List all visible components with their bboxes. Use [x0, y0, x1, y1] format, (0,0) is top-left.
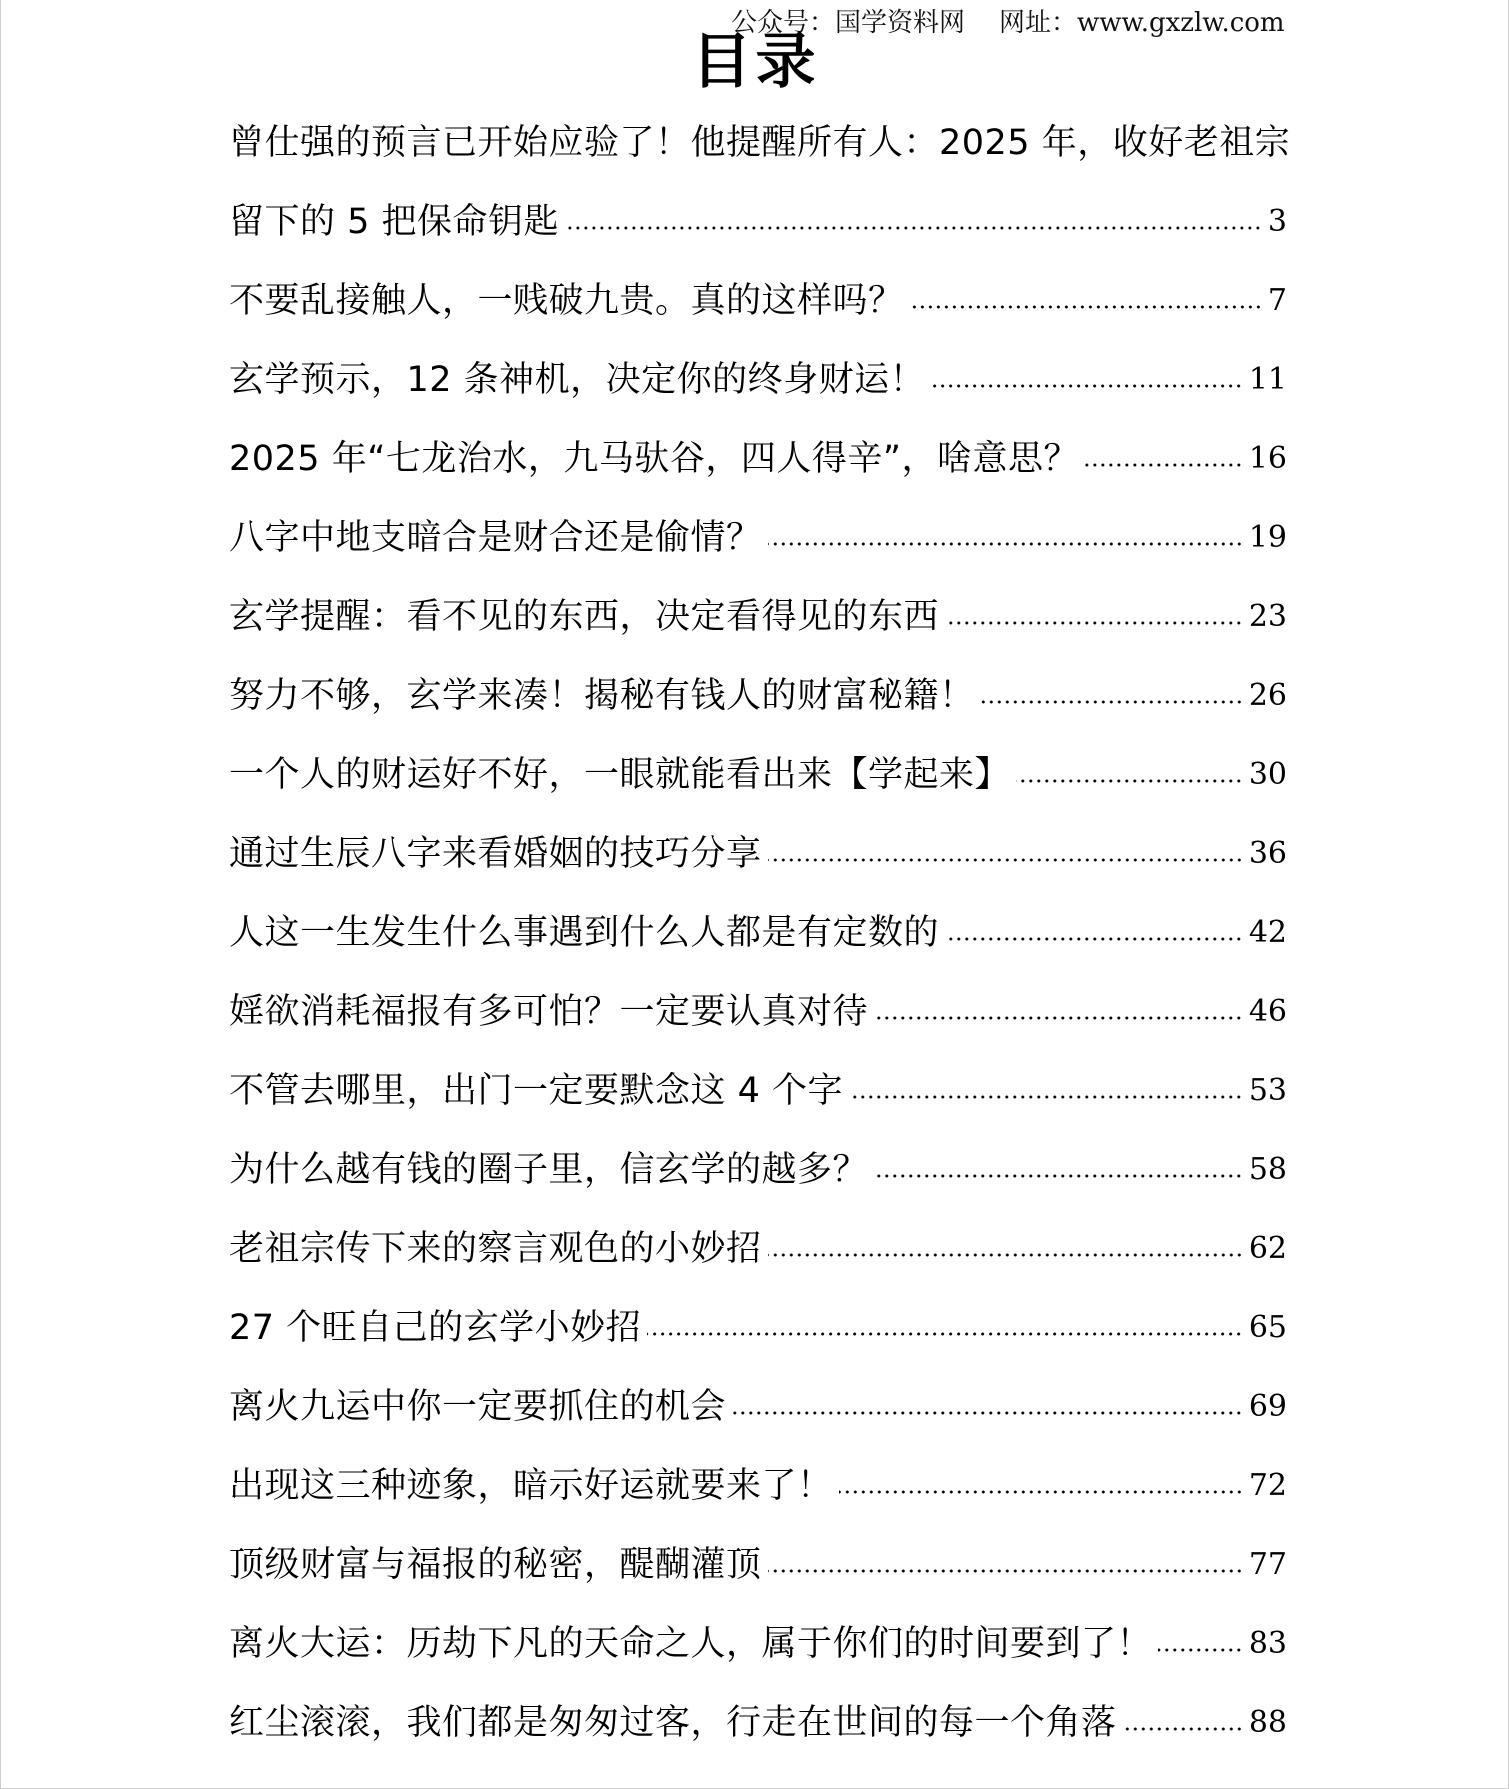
page-title: 目录: [691, 27, 820, 97]
toc-entry-title: 2025 年“七龙治水，九马驮谷，四人得辛”，啥意思？: [229, 438, 1079, 479]
header-website: 网址：www.gxzlw.com: [999, 8, 1285, 38]
toc-dot-leader: [1158, 1648, 1243, 1652]
toc-entry-title: 通过生辰八字来看婚姻的技巧分享: [229, 833, 762, 874]
toc-page-number: 42: [1248, 915, 1287, 950]
toc-page-number: 46: [1248, 994, 1287, 1029]
toc-entry[interactable]: [229, 495, 1287, 574]
toc-dot-leader: [839, 1490, 1243, 1494]
toc-dot-leader: [1085, 463, 1243, 467]
toc-entry-title: 为什么越有钱的圈子里，信玄学的越多？: [229, 1149, 869, 1190]
toc-entry-title: 27 个旺自己的玄学小妙招: [229, 1307, 642, 1348]
toc-entry-title: 不要乱接触人，一贱破九贵。真的这样吗？: [229, 280, 904, 321]
toc-dot-leader: [981, 700, 1243, 704]
toc-entry[interactable]: [229, 337, 1287, 416]
toc-entry-line: [229, 653, 1287, 732]
toc-entry-line: [229, 1680, 1287, 1759]
toc-page-number: 36: [1248, 836, 1287, 871]
toc-page-number: 77: [1248, 1547, 1287, 1582]
toc-page-number: 26: [1248, 678, 1287, 713]
toc-page-number: 58: [1248, 1152, 1287, 1187]
toc-dot-leader: [565, 226, 1262, 230]
toc-entry-title: 留下的 5 把保命钥匙: [229, 201, 560, 242]
toc-entry-title: 曾仕强的预言已开始应验了！他提醒所有人：2025 年，收好老祖宗: [229, 122, 1291, 163]
toc-entry[interactable]: [229, 969, 1287, 1048]
toc-entry[interactable]: [229, 1522, 1287, 1601]
toc-entry[interactable]: [229, 890, 1287, 969]
toc-dot-leader: [768, 858, 1243, 862]
toc-dot-leader: [647, 1332, 1243, 1336]
toc-entry-line: [229, 1601, 1287, 1680]
toc-entry-title: 不管去哪里，出门一定要默念这 4 个字: [229, 1070, 844, 1111]
toc-entry-title: 八字中地支暗合是财合还是偷情？: [229, 517, 762, 558]
toc-page-number: 69: [1248, 1389, 1287, 1424]
toc-entry-line: [229, 258, 1287, 337]
toc-entry-title: 玄学提醒：看不见的东西，决定看得见的东西: [229, 596, 940, 637]
toc-page-number: 88: [1248, 1705, 1287, 1740]
toc-entry-title: 婬欲消耗福报有多可怕？一定要认真对待: [229, 991, 869, 1032]
toc-entry-line: [229, 1048, 1287, 1127]
toc-entry-line: [229, 1127, 1287, 1206]
toc-dot-leader: [768, 542, 1243, 546]
toc-dot-leader: [874, 1174, 1243, 1178]
toc-entry-title: 离火大运：历劫下凡的天命之人，属于你们的时间要到了！: [229, 1623, 1153, 1664]
table-of-contents: [229, 100, 1291, 1759]
toc-page-number: 53: [1248, 1073, 1287, 1108]
toc-dot-leader: [732, 1411, 1243, 1415]
toc-entry-title: 离火九运中你一定要抓住的机会: [229, 1386, 727, 1427]
toc-entry-line: [229, 969, 1287, 1048]
toc-page-number: 23: [1248, 599, 1287, 634]
toc-dot-leader: [1016, 779, 1243, 783]
toc-entry-line: [229, 495, 1287, 574]
toc-entry-title: 一个人的财运好不好，一眼就能看出来【学起来】: [229, 754, 1011, 795]
toc-entry-line: [229, 732, 1287, 811]
toc-dot-leader: [768, 1253, 1243, 1257]
toc-entry-title: 顶级财富与福报的秘密，醍醐灌顶: [229, 1544, 762, 1585]
toc-entry[interactable]: [229, 1364, 1287, 1443]
toc-dot-leader: [874, 1016, 1243, 1020]
toc-dot-leader: [931, 384, 1243, 388]
toc-page-number: 16: [1248, 441, 1287, 476]
toc-entry[interactable]: [229, 653, 1287, 732]
toc-page-number: 19: [1248, 520, 1287, 555]
toc-entry-line: [229, 574, 1287, 653]
toc-page-number: 62: [1248, 1231, 1287, 1266]
toc-entry[interactable]: [229, 1127, 1287, 1206]
toc-page-number: 72: [1248, 1468, 1287, 1503]
toc-entry[interactable]: [229, 1601, 1287, 1680]
toc-entry-line: [229, 811, 1287, 890]
toc-entry[interactable]: [229, 1285, 1287, 1364]
toc-entry-line: [229, 416, 1287, 495]
toc-entry-line: [229, 890, 1287, 969]
toc-entry[interactable]: [229, 574, 1287, 653]
toc-entry[interactable]: [229, 732, 1287, 811]
toc-entry-title: 老祖宗传下来的察言观色的小妙招: [229, 1228, 762, 1269]
toc-entry-line: [229, 337, 1287, 416]
toc-entry[interactable]: [229, 1206, 1287, 1285]
toc-dot-leader: [1123, 1727, 1243, 1731]
toc-entry-line: [229, 1443, 1287, 1522]
toc-entry[interactable]: [229, 100, 1291, 258]
toc-entry-line: [229, 179, 1287, 258]
toc-entry-line-wrapped: [229, 100, 1291, 179]
toc-dot-leader: [945, 621, 1243, 625]
toc-entry-line: [229, 1285, 1287, 1364]
toc-dot-leader: [945, 937, 1243, 941]
toc-dot-leader: [849, 1095, 1243, 1099]
toc-entry[interactable]: [229, 1048, 1287, 1127]
toc-entry-line: [229, 1206, 1287, 1285]
toc-dot-leader: [768, 1569, 1243, 1573]
toc-page-number: 3: [1267, 204, 1287, 239]
toc-page-number: 65: [1248, 1310, 1287, 1345]
toc-page-number: 7: [1267, 283, 1287, 318]
toc-entry-title: 玄学预示，12 条神机，决定你的终身财运！: [229, 359, 926, 400]
toc-page-number: 11: [1248, 362, 1287, 397]
toc-page-number: 30: [1248, 757, 1287, 792]
toc-entry[interactable]: [229, 416, 1287, 495]
toc-entry-title: 努力不够，玄学来凑！揭秘有钱人的财富秘籍！: [229, 675, 975, 716]
toc-entry-title: 人这一生发生什么事遇到什么人都是有定数的: [229, 912, 940, 953]
toc-entry-line: [229, 1364, 1287, 1443]
header-account: 公众号：国学资料网: [731, 8, 966, 38]
toc-entry-title: 红尘滚滚，我们都是匆匆过客，行走在世间的每一个角落: [229, 1702, 1117, 1743]
toc-entry-title: 出现这三种迹象，暗示好运就要来了！: [229, 1465, 833, 1506]
toc-entry[interactable]: [229, 811, 1287, 890]
toc-entry[interactable]: [229, 258, 1287, 337]
toc-entry-line: [229, 1522, 1287, 1601]
toc-dot-leader: [910, 305, 1262, 309]
toc-entry[interactable]: [229, 1443, 1287, 1522]
toc-entry[interactable]: [229, 1680, 1287, 1759]
toc-page-number: 83: [1248, 1626, 1287, 1661]
